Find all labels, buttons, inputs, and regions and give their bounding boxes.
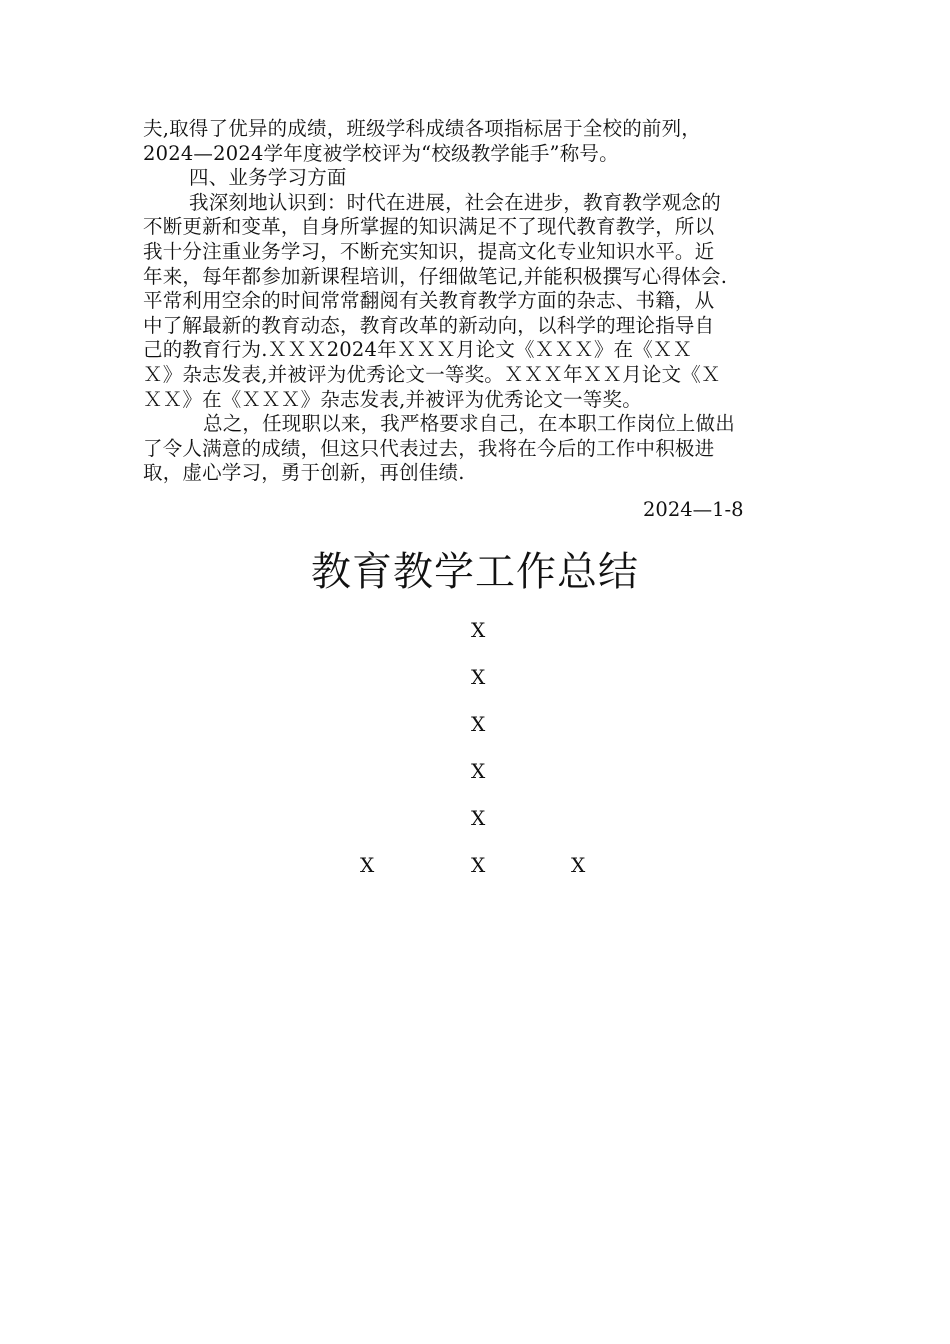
placeholder-row [0, 804, 950, 851]
placeholder-block [0, 616, 950, 898]
body-line: 总之，任现职以来，我严格要求自己，在本职工作岗位上做出 [203, 412, 735, 436]
placeholder-row [0, 710, 950, 757]
document-date: 2024—1-8 [643, 498, 744, 521]
section-heading: 四、业务学习方面 [189, 166, 347, 190]
body-line: Ｘ》杂志发表,并被评为优秀论文一等奖。ＸＸＸ年ＸＸ月论文《Ｘ [143, 362, 721, 386]
placeholder-mark: X [471, 665, 486, 689]
document-body [143, 117, 815, 486]
body-line: 我深刻地认识到：时代在进展，社会在进步，教育教学观念的 [189, 190, 721, 214]
body-line: ＸＸ》在《ＸＸＸ》杂志发表,并被评为优秀论文一等奖。 [143, 387, 642, 411]
body-line: 了令人满意的成绩，但这只代表过去，我将在今后的工作中积极进 [143, 436, 715, 460]
body-line: 取，虚心学习，勇于创新，再创佳绩. [143, 461, 465, 485]
placeholder-row [0, 616, 950, 663]
body-line: 年来，每年都参加新课程培训，仔细做笔记,并能积极撰写心得体会. [143, 264, 728, 288]
body-line: 中了解最新的教育动态，教育改革的新动向，以科学的理论指导自 [143, 313, 715, 337]
body-line: 不断更新和变革，自身所掌握的知识满足不了现代教育教学，所以 [143, 215, 715, 239]
placeholder-row [0, 851, 950, 898]
body-line: 2024—2024学年度被学校评为“校级教学能手”称号。 [143, 141, 619, 165]
document-title: 教育教学工作总结 [311, 549, 639, 595]
body-line: 平常利用空余的时间常常翻阅有关教育教学方面的杂志、书籍，从 [143, 289, 715, 313]
placeholder-mark: X [360, 853, 375, 877]
placeholder-mark: X [471, 759, 486, 783]
body-line: 夫,取得了优异的成绩，班级学科成绩各项指标居于全校的前列， [143, 117, 701, 140]
placeholder-mark: X [571, 853, 586, 877]
placeholder-mark: X [471, 712, 486, 736]
placeholder-mark: X [471, 618, 486, 642]
body-line: 我十分注重业务学习，不断充实知识，提高文化专业知识水平。近 [143, 239, 715, 263]
body-line: 己的教育行为.ＸＸＸ2024年ＸＸＸ月论文《ＸＸＸ》在《ＸＸ [143, 338, 693, 362]
placeholder-mark: X [471, 853, 486, 877]
placeholder-row [0, 757, 950, 804]
placeholder-row [0, 663, 950, 710]
placeholder-mark: X [471, 806, 486, 830]
